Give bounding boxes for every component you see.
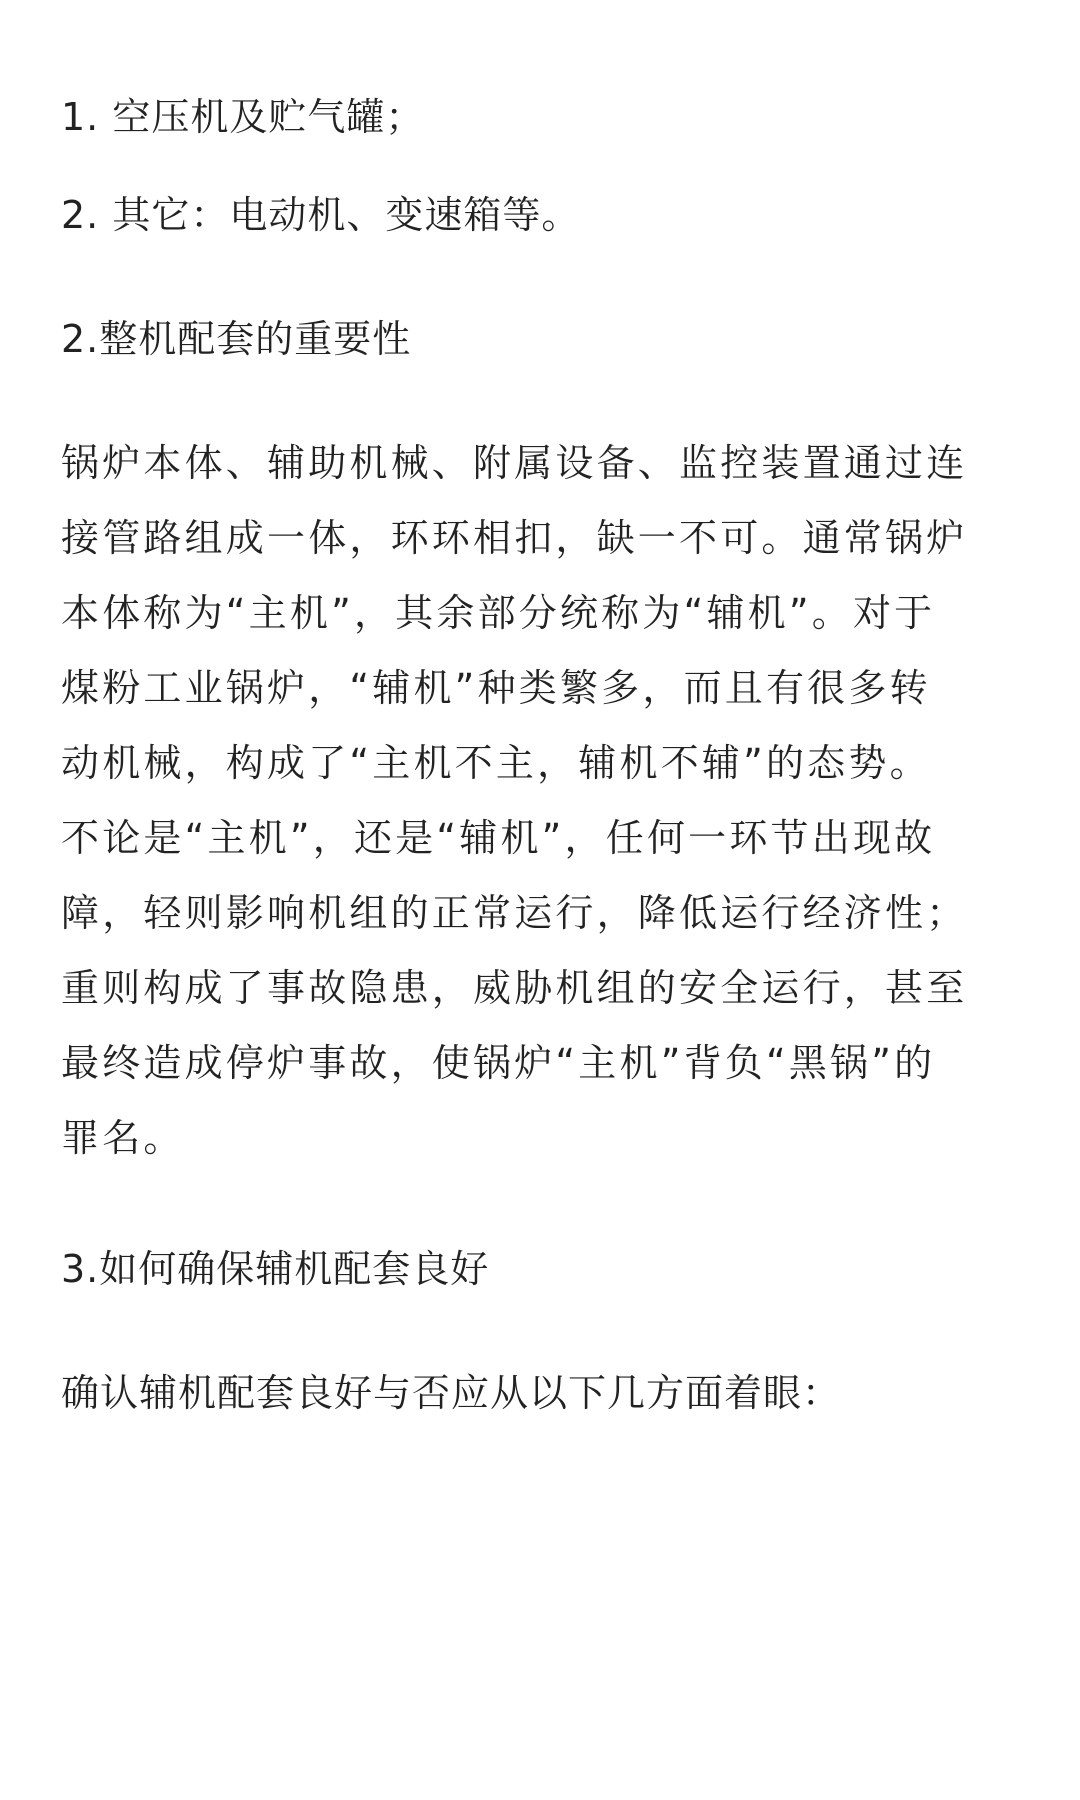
section-heading: 3.如何确保辅机配套良好 (61, 1247, 490, 1291)
paragraph-line: 接管路组成一体，环环相扣，缺一不可。通常锅炉 (61, 516, 968, 560)
paragraph-line: 重则构成了事故隐患，威胁机组的安全运行，甚至 (61, 966, 968, 1010)
paragraph-line: 确认辅机配套良好与否应从以下几方面着眼： (61, 1371, 842, 1415)
paragraph-line: 动机械，构成了“主机不主，辅机不辅”的态势。 (61, 741, 931, 785)
section-heading: 2.整机配套的重要性 (61, 317, 412, 361)
paragraph-line: 最终造成停炉事故，使锅炉“主机”背负“黑锅”的 (61, 1041, 936, 1085)
paragraph-line: 煤粉工业锅炉，“辅机”种类繁多，而且有很多转 (61, 666, 931, 710)
paragraph-line: 锅炉本体、辅助机械、附属设备、监控装置通过连 (61, 441, 968, 485)
list-item: 2. 其它：电动机、变速箱等。 (61, 193, 581, 237)
paragraph-line: 障，轻则影响机组的正常运行，降低运行经济性； (61, 891, 968, 935)
paragraph-line: 不论是“主机”，还是“辅机”，任何一环节出现故 (61, 816, 936, 860)
paragraph-line: 本体称为“主机”，其余部分统称为“辅机”。对于 (61, 591, 936, 635)
paragraph-line: 罪名。 (61, 1116, 185, 1160)
list-item: 1. 空压机及贮气罐； (61, 95, 425, 139)
